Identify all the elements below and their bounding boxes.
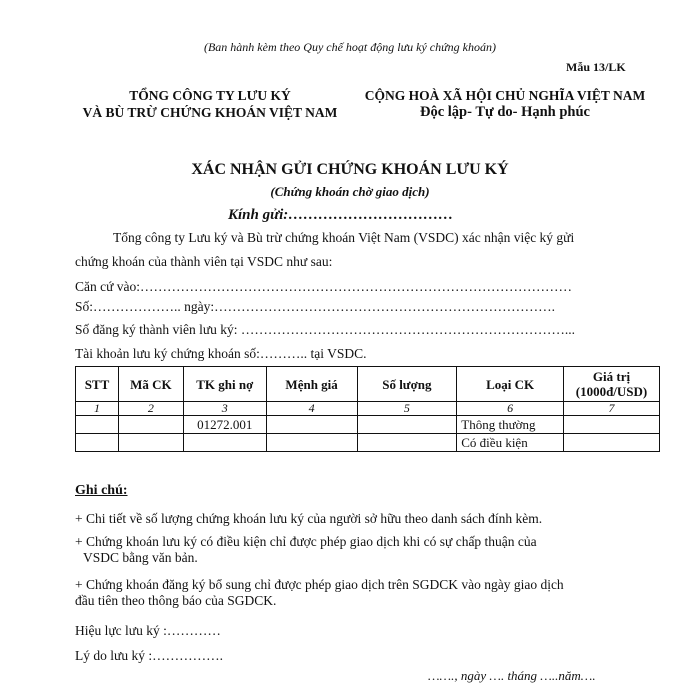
- column-index: 6: [457, 402, 564, 416]
- note-item-3-line1: + Chứng khoán đăng ký bổ sung chỉ được phép giao dịch trên SGDCK vào ngày giao dịch: [75, 577, 564, 592]
- organization-name-line1: TỔNG CÔNG TY LƯU KÝ: [129, 88, 291, 103]
- basis-field: Căn cứ vào:……………………………………………………………………………………: [75, 279, 573, 294]
- table-cell: [118, 434, 183, 452]
- validity-field: Hiệu lực lưu ký :…………: [75, 623, 221, 638]
- intro-paragraph-line1: Tổng công ty Lưu ký và Bù trừ chứng khoán Việt Nam (VSDC) xác nhận việc ký gửi: [113, 230, 575, 245]
- member-registration-field: Số đăng ký thành viên lưu ký: ………………………………………………………………...: [75, 322, 576, 337]
- table-row: [76, 434, 660, 452]
- table-cell: Thông thường: [457, 416, 564, 434]
- table-cell: [76, 416, 119, 434]
- header-security-type: Loại CK: [457, 367, 564, 402]
- column-index: 5: [357, 402, 457, 416]
- document-title: XÁC NHẬN GỬI CHỨNG KHOÁN LƯU KÝ: [191, 161, 509, 178]
- table-cell: [76, 434, 119, 452]
- securities-table: [75, 366, 660, 452]
- note-item-2-line1: + Chứng khoán lưu ký có điều kiện chỉ được phép giao dịch khi có sự chấp thuận của: [75, 534, 537, 549]
- table-header-row: [76, 367, 660, 402]
- column-index: 4: [266, 402, 357, 416]
- header-value-line2: (1000đ/USD): [575, 384, 648, 399]
- header-value: [564, 367, 660, 402]
- column-index: 3: [183, 402, 266, 416]
- republic-name: CỘNG HOÀ XÃ HỘI CHỦ NGHĨA VIỆT NAM: [364, 88, 646, 103]
- header-stt: STT: [76, 367, 119, 402]
- reason-field: Lý do lưu ký :…………….: [75, 648, 223, 663]
- recipient-line: Kính gửi:……………………………: [228, 207, 454, 223]
- organization-block: [60, 87, 360, 121]
- header-value-line1: Giá trị: [592, 369, 631, 384]
- table-row: [76, 416, 660, 434]
- intro-paragraph-line2: chứng khoán của thành viên tại VSDC như sau:: [75, 254, 333, 269]
- note-item-2-line2: VSDC bằng văn bản.: [83, 550, 198, 565]
- table-cell: Có điều kiện: [457, 434, 564, 452]
- column-index: 7: [564, 402, 660, 416]
- national-motto: Độc lập- Tự do- Hạnh phúc: [420, 104, 590, 120]
- table-cell: [564, 434, 660, 452]
- note-item-3: [75, 577, 564, 609]
- column-index: 2: [118, 402, 183, 416]
- column-index-row: [76, 402, 660, 416]
- note-item-1: + Chi tiết về số lượng chứng khoán lưu ký của người sở hữu theo danh sách đính kèm.: [75, 511, 543, 526]
- national-motto-block: [340, 87, 670, 121]
- header-par-value: Mệnh giá: [266, 367, 357, 402]
- form-code: Mẫu 13/LK: [566, 60, 626, 74]
- document-subtitle: (Chứng khoán chờ giao dịch): [270, 184, 430, 199]
- column-index: 1: [76, 402, 119, 416]
- number-date-field: Số:……………….. ngày:………………………………………………………………….: [75, 299, 556, 314]
- table-cell: [183, 434, 266, 452]
- table-cell: [564, 416, 660, 434]
- table-cell: 01272.001: [183, 416, 266, 434]
- note-item-2: [75, 534, 537, 566]
- table-cell: [266, 416, 357, 434]
- table-cell: [357, 416, 457, 434]
- organization-name-line2: VÀ BÙ TRỪ CHỨNG KHOÁN VIỆT NAM: [82, 105, 338, 120]
- regulation-note: (Ban hành kèm theo Quy chế hoạt động lưu ký chứng khoán): [203, 40, 496, 54]
- header-debit-account: TK ghi nợ: [183, 367, 266, 402]
- header-quantity: Số lượng: [357, 367, 457, 402]
- header-security-code: Mã CK: [118, 367, 183, 402]
- note-item-3-line2: đầu tiên theo thông báo của SGDCK.: [75, 593, 277, 608]
- table-cell: [357, 434, 457, 452]
- table-cell: [266, 434, 357, 452]
- depository-account-field: Tài khoản lưu ký chứng khoán số:……….. tại VSDC.: [75, 346, 367, 361]
- table-cell: [118, 416, 183, 434]
- dateline: ……., ngày …. tháng …..năm….: [428, 668, 596, 683]
- notes-heading: Ghi chú:: [75, 483, 128, 498]
